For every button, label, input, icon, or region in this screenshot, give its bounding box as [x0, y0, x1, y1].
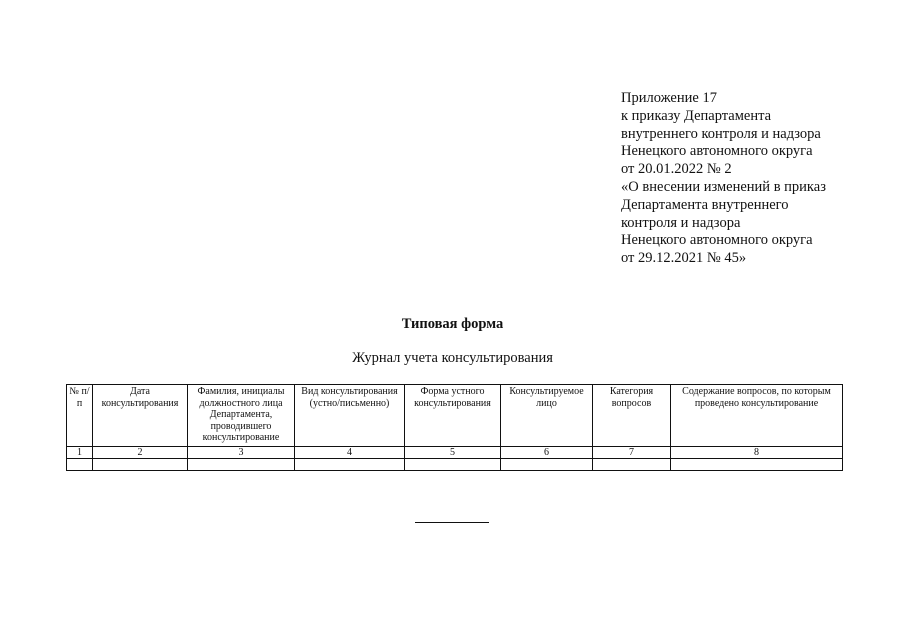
- closing-rule: [415, 522, 489, 523]
- column-number-cell: 1: [67, 447, 93, 459]
- header-cell-category: Категория вопросов: [593, 385, 671, 447]
- column-number-cell: 2: [93, 447, 188, 459]
- header-cell-oral-form: Форма устного консультирования: [405, 385, 501, 447]
- appendix-line: Приложение 17: [621, 90, 717, 106]
- consultation-journal-table: [66, 384, 843, 471]
- empty-cell: [93, 459, 188, 471]
- appendix-line: внутреннего контроля и надзора: [621, 125, 821, 142]
- journal-title: Журнал учета консультирования: [352, 350, 553, 366]
- header-cell-official: Фамилия, инициалы должностного лица Департамента, проводившего консультирование: [188, 385, 295, 447]
- empty-cell: [67, 459, 93, 471]
- column-number-cell: 5: [405, 447, 501, 459]
- column-number-cell: 4: [295, 447, 405, 459]
- empty-cell: [501, 459, 593, 471]
- header-cell-date: Дата консультирования: [93, 385, 188, 447]
- empty-cell: [405, 459, 501, 471]
- empty-cell: [671, 459, 843, 471]
- header-cell-content: Содержание вопросов, по которым проведено консультирование: [671, 385, 843, 447]
- column-number-cell: 7: [593, 447, 671, 459]
- empty-cell: [188, 459, 295, 471]
- column-number-row: [67, 447, 843, 459]
- appendix-line: Ненецкого автономного округа: [621, 143, 813, 160]
- column-number-cell: 8: [671, 447, 843, 459]
- empty-cell: [295, 459, 405, 471]
- table-header-row: [67, 385, 843, 447]
- appendix-line: к приказу Департамента: [621, 107, 772, 124]
- appendix-block: [621, 90, 891, 268]
- header-cell-person: Консультируемое лицо: [501, 385, 593, 447]
- appendix-line: от 20.01.2022 № 2: [621, 161, 732, 178]
- header-cell-number: № п/п: [67, 385, 93, 447]
- column-number-cell: 6: [501, 447, 593, 459]
- appendix-line: Ненецкого автономного округа: [621, 232, 813, 249]
- table-row: [67, 459, 843, 471]
- header-cell-type: Вид консультирования (устно/письменно): [295, 385, 405, 447]
- empty-cell: [593, 459, 671, 471]
- column-number-cell: 3: [188, 447, 295, 459]
- appendix-line: контроля и надзора: [621, 214, 741, 231]
- appendix-line: Департамента внутреннего: [621, 196, 789, 213]
- appendix-line: «О внесении изменений в приказ: [621, 178, 826, 195]
- form-title: Типовая форма: [401, 316, 504, 332]
- appendix-line: от 29.12.2021 № 45»: [621, 250, 747, 267]
